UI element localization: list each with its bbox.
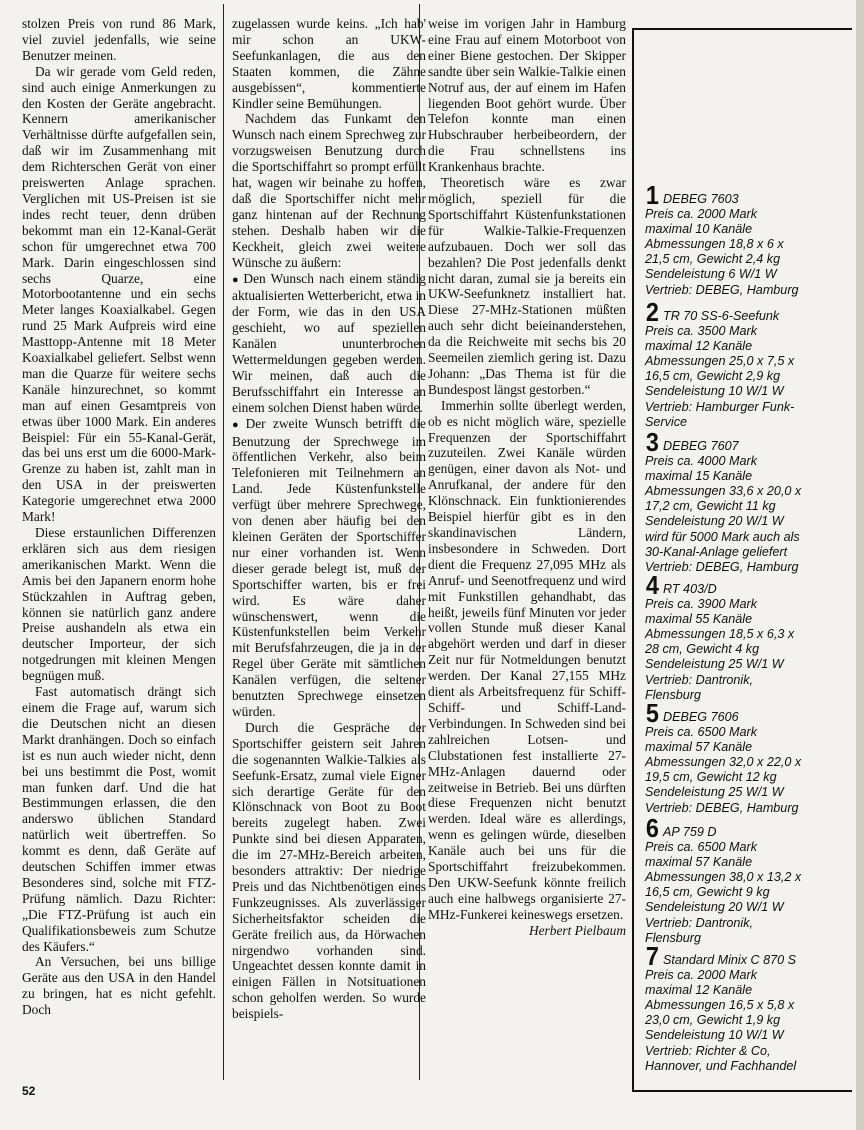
paragraph: Fast automatisch drängt sich einem die Frage auf, warum sich die Deutschen nicht an diesen Markt dranhängen. Doch so einfach ist es nun auch wieder nicht, denn bei uns bestimmt die Post, womit man funken darf. Und die hat Bestimmungen erlassen, die den anderswo üblichen Standard natürlich weit übertreffen. So kommt es denn, daß Geräte auf deutschen Schiffen immer etwas Besonderes sind, solche mit FTZ-Prüfung nämlich. Dazu Richter: „Die FTZ-Prüfung ist auch ein Qualifikationsbeweis zum Schutze des Käufers.“ xyxy=(22,684,216,954)
device-spec: Service xyxy=(645,414,687,429)
bullet-paragraph xyxy=(232,416,426,720)
bullet-icon: ● xyxy=(232,273,241,286)
device-name: Standard Minix C 870 S xyxy=(663,953,797,967)
device-item-2 xyxy=(645,297,850,430)
device-name: DEBEG 7607 xyxy=(663,439,739,453)
device-spec: Vertrieb: Dantronik, xyxy=(645,672,754,687)
device-spec: Abmessungen 38,0 x 13,2 x xyxy=(645,870,802,885)
device-spec: Sendeleistung 25 W/1 W xyxy=(645,657,784,672)
device-spec: Abmessungen 18,8 x 6 x xyxy=(645,237,784,252)
paragraph: Theoretisch wäre es zwar möglich, speziell für die Sportschiffahrt Küstenfunkstationen für Walkie-Talkie-Frequenzen aufzubauen. Doch wer soll das bezahlen? Die Post jedenfalls denkt nicht daran, zumal sie ja bereits ein UKW-Seefunknetz installiert hat. Diese 27-MHz-Stationen müßten auch sehr dicht beieinanderstehen, da die Reichweite mit sechs bis 20 Seemeilen ziemlich gering ist. Dazu Johann: „Das Thema ist für die Bundespost längst gestorben.“ xyxy=(428,175,626,397)
paragraph: Immerhin sollte überlegt werden, ob es nicht möglich wäre, spezielle Frequenzen der Sportschiffahrt zuzuteilen. Zwei Kanäle würden genügen, einer davon als Not- und Anrufkanal, der andere für den Klönschnack. Ein funktionierendes Beispiel hierfür gibt es in den skandinavischen Ländern, insbesondere in Schweden. Dort dient die Frequenz 27,095 MHz als Anruf- und Seenotfrequenz und wird mit Funkstillen gehandhabt, das heißt, jeweils fünf Minuten vor jeder vollen Stunde muß dieser Kanal abgehört werden und darf in dieser Zeit nur für Notmeldungen benutzt werden. Der Kanal 27,155 MHz dient als Arbeitsfrequenz für Schiff-Schiff- und Schiff-Land-Verbindungen. In Schweden sind bei zahlreichen Lotsen- und Clubstationen fest installierte 27-MHz-Anlagen dauernd oder zeitweise in Betrieb. Bei uns dürften diese Frequenzen nicht benutzt werden. Ideal wäre es allerdings, wenn es gelingen würde, dieselben Kanäle auch bei uns für die Sportschiffahrt freizubekommen. Den UKW-Seefunk könnte freilich auch eine halbwegs organisierte 27-MHz-Funkerei keineswegs ersetzen. xyxy=(428,397,626,922)
author-signature: Herbert Pielbaum xyxy=(528,922,626,938)
device-spec: Sendeleistung 10 W/1 W xyxy=(645,384,784,399)
device-spec: Abmessungen 25,0 x 7,5 x xyxy=(645,354,795,369)
device-spec: Abmessungen 16,5 x 5,8 x xyxy=(645,998,795,1013)
device-spec: Sendeleistung 20 W/1 W xyxy=(645,514,784,529)
item-number: 3 xyxy=(645,427,659,457)
device-spec: Sendeleistung 10 W/1 W xyxy=(645,1028,784,1043)
bullet-icon: ● xyxy=(232,418,243,431)
device-spec: maximal 55 Kanäle xyxy=(645,612,753,627)
page-edge xyxy=(856,0,864,1130)
device-name: TR 70 SS-6-Seefunk xyxy=(663,309,780,323)
text-column-3 xyxy=(428,16,626,939)
paragraph: Durch die Gespräche der Sportschiffer geistern seit Jahren die sogenannten Walkie-Talkies als Seefunk-Ersatz, zumal viele Eigner sich derartige Geräte für den Klönschnack von Boot zu Boot bereits zugelegt haben. Zwei Punkte sind bei diesen Apparaten, die im 27-MHz-Bereich arbeiten, besonders attraktiv: Der niedrige Preis und das Nichtbenötigen eines Funkzeugnisses. Als zuverlässiger Sicherheitsfaktor scheiden die Geräte freilich aus, da Hörwachen nirgendwo vorhanden sind. Ungeachtet dessen konnte damit in einigen Fällen in Notsituationen schon geholfen werden. So wurde beispiels- xyxy=(232,719,426,1022)
device-name: DEBEG 7603 xyxy=(663,192,739,206)
item-number: 4 xyxy=(645,570,659,600)
device-spec: Vertrieb: Hamburger Funk- xyxy=(645,399,795,414)
device-spec: 28 cm, Gewicht 4 kg xyxy=(645,642,760,657)
device-spec: maximal 12 Kanäle xyxy=(645,983,753,998)
device-spec: maximal 57 Kanäle xyxy=(645,740,753,755)
device-spec: Preis ca. 6500 Mark xyxy=(645,725,757,740)
device-spec: Abmessungen 32,0 x 22,0 x xyxy=(645,755,802,770)
device-spec: Sendeleistung 20 W/1 W xyxy=(645,900,784,915)
device-name: AP 759 D xyxy=(663,825,717,839)
device-item-4 xyxy=(645,570,850,703)
item-number: 7 xyxy=(645,941,659,971)
paragraph: Diese erstaunlichen Differenzen erklären sich aus dem riesigen amerikanischen Markt. Wenn die Amis bei den Japanern enorm hohe Stückzahlen in Auftrag geben, können sie natürlich ganz andere Preise aushandeln als etwa ein deutscher Importeur, der sich notgedrungen mit kleinen Mengen begnügen muß. xyxy=(22,525,216,684)
device-spec: Vertrieb: DEBEG, Hamburg xyxy=(645,800,799,815)
bullet-text: Der zweite Wunsch betrifft die Benutzung der Sprechwege im öffentlichen Verkehr, also beim Telefonieren mit Teilnehmern an Land. Jede Küstenfunkstelle verfügt über mehrere Sprechwege, von denen aber häufig bei den kleinen Geräten der Sportschiffer nur einer vorhanden ist. Wenn dieser gerade belegt ist, muß der Sportschiffer warten, bis er frei wird. Es wäre daher wünschenswert, wenn die Küstenfunkstellen beim Verkehr mit Berufsfahrzeugen, die ja in der Regel über Geräte mit sämtlichen Kanälen verfügen, die seltener benutzten Sprechwege einsetzen würden. xyxy=(232,415,426,719)
device-spec: Preis ca. 3500 Mark xyxy=(645,324,757,339)
device-spec: maximal 10 Kanäle xyxy=(645,222,753,237)
device-spec: 30-Kanal-Anlage geliefert xyxy=(645,544,788,559)
device-name: RT 403/D xyxy=(663,582,717,596)
device-spec: maximal 12 Kanäle xyxy=(645,339,753,354)
bullet-text: Den Wunsch nach einem ständig aktualisierten Wetterbericht, etwa in der Form, wie das in den USA geschieht, wo auf speziellen Kanälen ununterbrochen Wettermeldungen gegeben werden. Wir meinen, daß auch die Berufsschiffahrt ein Interesse an einem solchen Dienst haben würde. xyxy=(232,270,426,415)
item-number: 2 xyxy=(645,297,659,327)
paragraph: stolzen Preis von rund 86 Mark, viel zuviel jedenfalls, wie seine Benutzer meinen. xyxy=(22,16,216,63)
device-spec: Abmessungen 18,5 x 6,3 x xyxy=(645,627,795,642)
paragraph: weise im vorigen Jahr in Hamburg eine Frau auf einem Motorboot von einer Biene gestochen. Der Skipper sandte über sein Walkie-Talkie einen Notruf aus, der auf einem im Hafen liegenden Boot gehört wurde. Über Telefon konnte man einen Hubschrauber herbeibeordern, der die Frau schnellstens ins Krankenhaus brachte. xyxy=(428,16,626,175)
item-number: 5 xyxy=(645,698,659,728)
device-spec: Preis ca. 2000 Mark xyxy=(645,207,757,222)
device-spec: Preis ca. 6500 Mark xyxy=(645,840,757,855)
text-column-1 xyxy=(22,16,216,1018)
paragraph: Nachdem das Funkamt den Wunsch nach einem Sprechweg zur vorzugsweisen Benutzung durch die Sportschiffahrt so prompt erfüllt hat, wagen wir beinahe zu hoffen, daß die Sportschiffer nicht mehr ganz hintenan auf der Rechnung stehen. Deshalb haben wir die Keckheit, gleich zwei weitere Wünsche zu äußern: xyxy=(232,111,426,270)
item-number: 1 xyxy=(645,180,659,210)
device-spec: Abmessungen 33,6 x 20,0 x xyxy=(645,484,802,499)
device-spec: Flensburg xyxy=(645,687,702,702)
device-spec: Vertrieb: Richter & Co, xyxy=(645,1043,771,1058)
device-spec: 16,5 cm, Gewicht 9 kg xyxy=(645,885,770,900)
device-name: DEBEG 7606 xyxy=(663,710,739,724)
device-spec: Sendeleistung 25 W/1 W xyxy=(645,785,784,800)
device-spec: Preis ca. 4000 Mark xyxy=(645,454,757,469)
device-spec: maximal 57 Kanäle xyxy=(645,855,753,870)
device-spec: maximal 15 Kanäle xyxy=(645,469,753,484)
device-spec: 17,2 cm, Gewicht 11 kg xyxy=(645,499,776,514)
column-divider-1 xyxy=(223,4,224,1080)
bullet-paragraph xyxy=(232,271,426,416)
device-item-6 xyxy=(645,813,850,946)
paragraph: An Versuchen, bei uns billige Geräte aus den USA in den Handel zu bringen, hat es nicht gefehlt. Doch xyxy=(22,954,216,1018)
text-column-2 xyxy=(232,16,426,1022)
device-spec: Vertrieb: DEBEG, Hamburg xyxy=(645,559,799,574)
item-number: 6 xyxy=(645,813,659,843)
device-spec: Flensburg xyxy=(645,930,702,945)
device-spec: 21,5 cm, Gewicht 2,4 kg xyxy=(645,252,781,267)
device-spec: Sendeleistung 6 W/1 W xyxy=(645,267,777,282)
device-spec: wird für 5000 Mark auch als xyxy=(645,529,800,544)
device-spec: 16,5 cm, Gewicht 2,9 kg xyxy=(645,369,781,384)
device-item-3 xyxy=(645,427,850,575)
device-spec: 19,5 cm, Gewicht 12 kg xyxy=(645,770,777,785)
device-spec: Vertrieb: DEBEG, Hamburg xyxy=(645,282,799,297)
device-spec: 23,0 cm, Gewicht 1,9 kg xyxy=(645,1013,781,1028)
device-spec: Preis ca. 3900 Mark xyxy=(645,597,757,612)
device-item-1 xyxy=(645,180,850,298)
device-spec: Preis ca. 2000 Mark xyxy=(645,968,757,983)
page-number: 52 xyxy=(22,1084,36,1098)
paragraph: zugelassen wurde keins. „Ich hab' mir schon an UKW-Seefunkanlagen, die aus den Staaten kommen, die Zähne ausgebissen“, kommentierte Kindler seine Bemühungen. xyxy=(232,16,426,111)
device-item-5 xyxy=(645,698,850,816)
paragraph: Da wir gerade vom Geld reden, sind auch einige Anmerkungen zu den Kosten der Geräte angebracht. Kennern amerikanischer Verhältnisse dürfte aufgefallen sein, daß wir im Zusammenhang mit dem Richterschen Gerät von einer preiswerten Anlage sprachen. Verglichen mit US-Preisen ist sie indes recht teuer, denn drüben bekommt man ein 12-Kanal-Gerät schon für umgerechnet etwa 700 Mark. Darin eingeschlossen sind sechs Quarze, eine Motorbootantenne und ein sechs Meter langes Koaxialkabel. Gegen rund 25 Mark Aufpreis wird eine Masttopp-Antenne mit 18 Meter Koaxialkabel geliefert. Selbst wenn man die Quarze für weitere sechs Kanäle hinzurechnet, so kommt man auf einen Gesamtpreis von etwas über 1000 Mark. Ein anderes Beispiel: Für ein 55-Kanal-Gerät, das bei uns erst um die 6000-Mark-Grenze zu haben ist, zahlt man in den USA in der preiswerten Kategorie umgerechnet etwa 2000 Mark! xyxy=(22,63,216,525)
device-item-7 xyxy=(645,941,850,1074)
device-spec: Hannover, und Fachhandel xyxy=(645,1058,797,1073)
device-spec: Vertrieb: Dantronik, xyxy=(645,915,754,930)
